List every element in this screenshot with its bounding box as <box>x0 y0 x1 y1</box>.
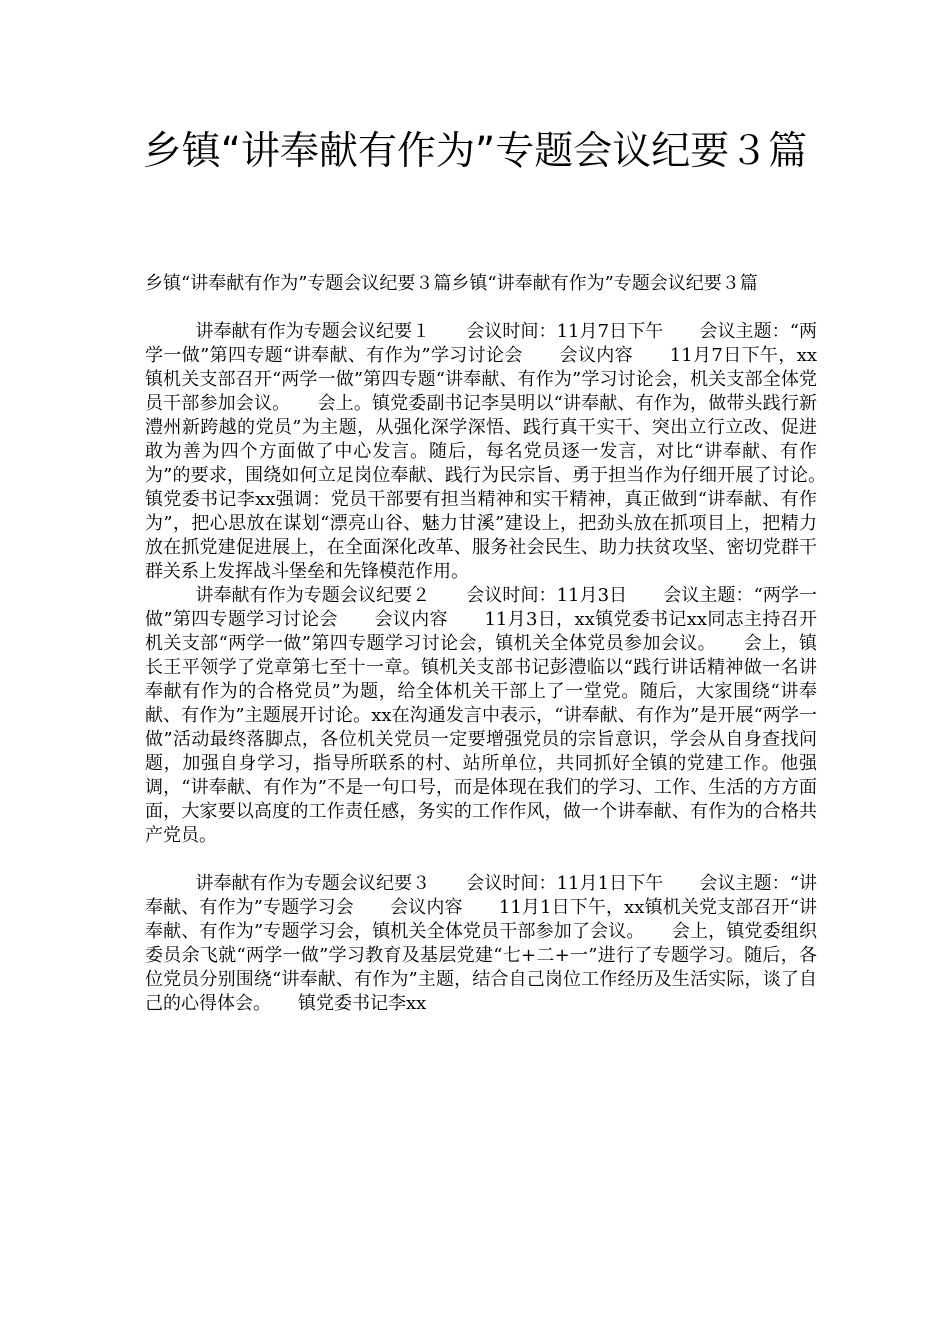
document-body <box>145 272 853 1016</box>
body-paragraph: 讲奉献有作为专题会议纪要３ 会议时间：11月1日下午 会议主题：“讲奉献、有作为”专题学习会 会议内容 11月1日下午，xx镇机关党支部召开“讲奉献、有作为”专题学习会，镇机关全体党员干部参加了会议。 会上，镇党委组织委员余飞就“两学一做”学习教育及基层党建“七+二+一”进行了专题学习。随后，各位党员分别围绕“讲奉献、有作为”主题，结合自己岗位工作经历及生活实际，谈了自己的心得体会。 镇党委书记李xx <box>145 873 817 1014</box>
document-title: 乡镇“讲奉献有作为”专题会议纪要３篇 <box>142 129 808 174</box>
body-paragraph: 讲奉献有作为专题会议纪要１ 会议时间：11月7日下午 会议主题：“两学一做”第四专题“讲奉献、有作为”学习讨论会 会议内容 11月7日下午，xx镇机关支部召开“两学一做”第四专题“讲奉献、有作为”学习讨论会，机关支部全体党员干部参加会议。 会上。镇党委副书记李昊明以“讲奉献、有作为，做带头践行新澧州新跨越的党员”为主题，从强化深学深悟、践行真干实干、突出立行立改、促进敢为善为四个方面做了中心发言。随后，每名党员逐一发言，对比“讲奉献、有作为”的要求，围绕如何立足岗位奉献、践行为民宗旨、勇于担当作为仔细开展了讨论。 镇党委书记李xx强调：党员干部要有担当精神和实干精神，真正做到“讲奉献、有作为”，把心思放在谋划“漂亮山谷、魅力甘溪”建设上，把劲头放在抓项目上，把精力放在抓党建促进展上，在全面深化改革、服务社会民生、助力扶贫攻坚、密切党群干群关系上发挥战斗堡垒和先锋模范作用。 <box>145 321 853 582</box>
body-paragraph: 乡镇“讲奉献有作为”专题会议纪要３篇乡镇“讲奉献有作为”专题会议纪要３篇 <box>145 273 758 294</box>
body-paragraph: 讲奉献有作为专题会议纪要２ 会议时间：11月3日 会议主题：“两学一做”第四专题学习讨论会 会议内容 11月3日，xx镇党委书记xx同志主持召开机关支部“两学一做”第四专题学习讨论会，镇机关全体党员参加会议。 会上，镇长王平领学了党章第七至十一章。镇机关支部书记彭澧临以“践行讲话精神做一名讲奉献有作为的合格党员”为题，给全体机关干部上了一堂党。随后，大家围绕“讲奉献、有作为”主题展开讨论。xx在沟通发言中表示，“讲奉献、有作为”是开展“两学一做”活动最终落脚点，各位机关党员一定要增强党员的宗旨意识，学会从自身查找问题，加强自身学习，指导所联系的村、站所单位，共同抓好全镇的党建工作。他强调，“讲奉献、有作为”不是一句口号，而是体现在我们的学习、工作、生活的方方面面，大家要以高度的工作责任感，务实的工作作风，做一个讲奉献、有作为的合格共产党员。 <box>145 585 817 846</box>
